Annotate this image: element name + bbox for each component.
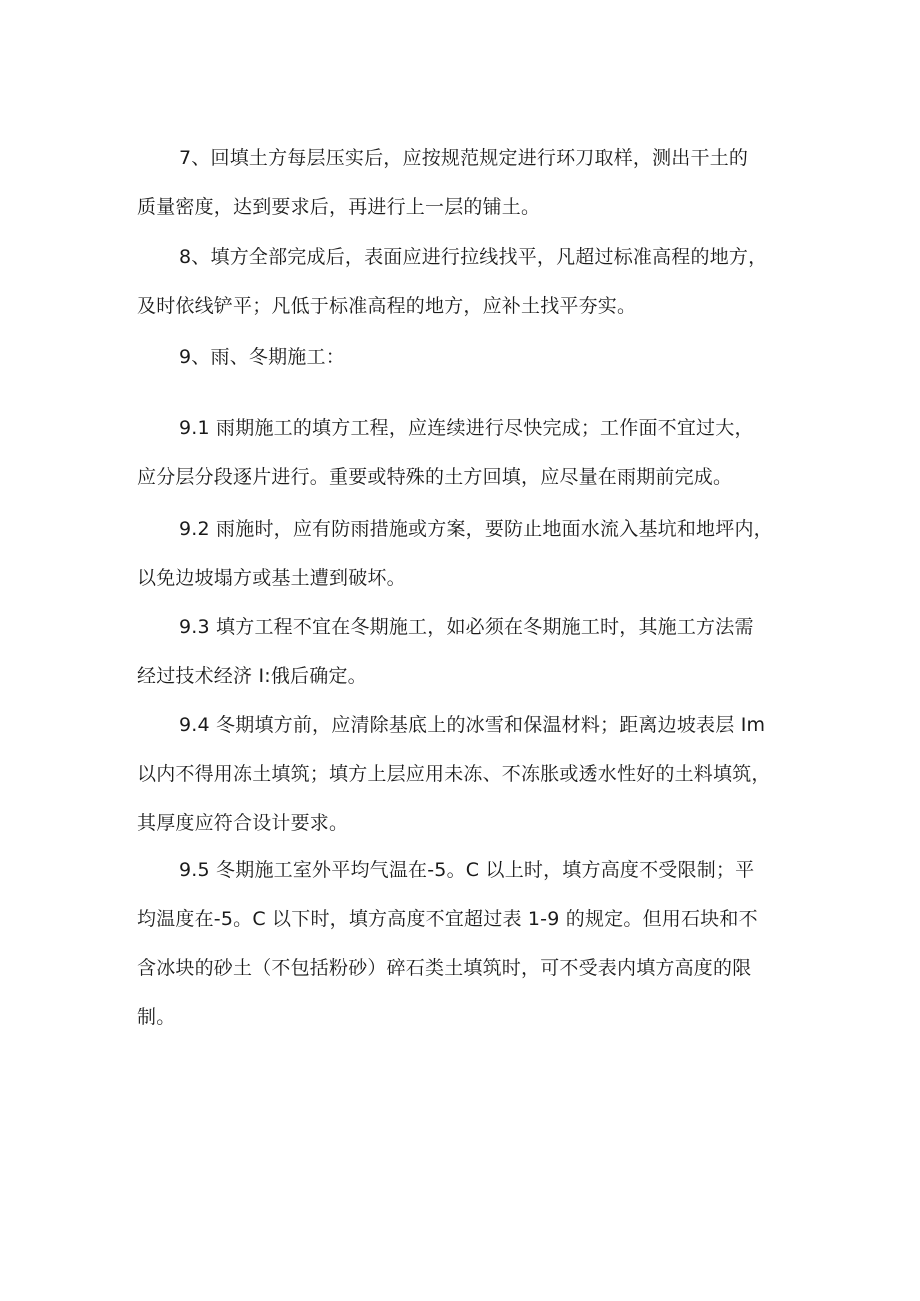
paragraph-line: 及时依线铲平；凡低于标准高程的地方，应补土找平夯实。 [137,295,637,317]
paragraph-line: 7、回填土方每层压实后，应按规范规定进行环刀取样，测出干土的 [179,147,749,169]
paragraph-line: 经过技术经济 I:俄后确定。 [137,665,367,687]
paragraph-9-5 [137,846,787,1042]
paragraph-9-4 [137,701,787,848]
paragraph-line: 8、填方全部完成后，表面应进行拉线找平，凡超过标准高程的地方， [179,246,768,268]
paragraph-9-3 [137,603,787,701]
paragraph-line: 9.4 冬期填方前，应清除基底上的冰雪和保温材料；距离边坡表层 Im [179,714,766,736]
paragraph-7 [137,134,787,232]
paragraph-9-2 [137,505,787,603]
section-heading-9 [137,333,787,382]
heading-line: 9、雨、冬期施工： [179,346,345,368]
paragraph-line: 9.1 雨期施工的填方工程，应连续进行尽快完成；工作面不宜过大， [179,417,754,439]
paragraph-line: 以内不得用冻土填筑；填方上层应用未冻、不冻胀或透水性好的土料填筑， [137,763,771,785]
paragraph-line: 应分层分段逐片进行。重要或特殊的土方回填，应尽量在雨期前完成。 [137,466,733,488]
paragraph-line: 含冰块的砂土（不包括粉砂）碎石类土填筑时，可不受表内填方高度的限 [137,957,752,979]
paragraph-8 [137,233,787,331]
paragraph-line: 其厚度应符合设计要求。 [137,812,349,834]
paragraph-line: 9.5 冬期施工室外平均气温在-5。C 以上时，填方高度不受限制；平 [179,859,755,881]
paragraph-line: 均温度在-5。C 以下时，填方高度不宜超过表 1-9 的规定。但用石块和不 [137,908,758,930]
paragraph-line: 以免边坡塌方或基土遭到破坏。 [137,567,406,589]
paragraph-line: 质量密度，达到要求后，再进行上一层的铺土。 [137,196,541,218]
paragraph-9-1 [137,404,787,502]
paragraph-line: 制。 [137,1006,176,1028]
paragraph-line: 9.2 雨施时，应有防雨措施或方案，要防止地面水流入基坑和地坪内， [179,518,773,540]
paragraph-line: 9.3 填方工程不宜在冬期施工，如必须在冬期施工时，其施工方法需 [179,616,754,638]
